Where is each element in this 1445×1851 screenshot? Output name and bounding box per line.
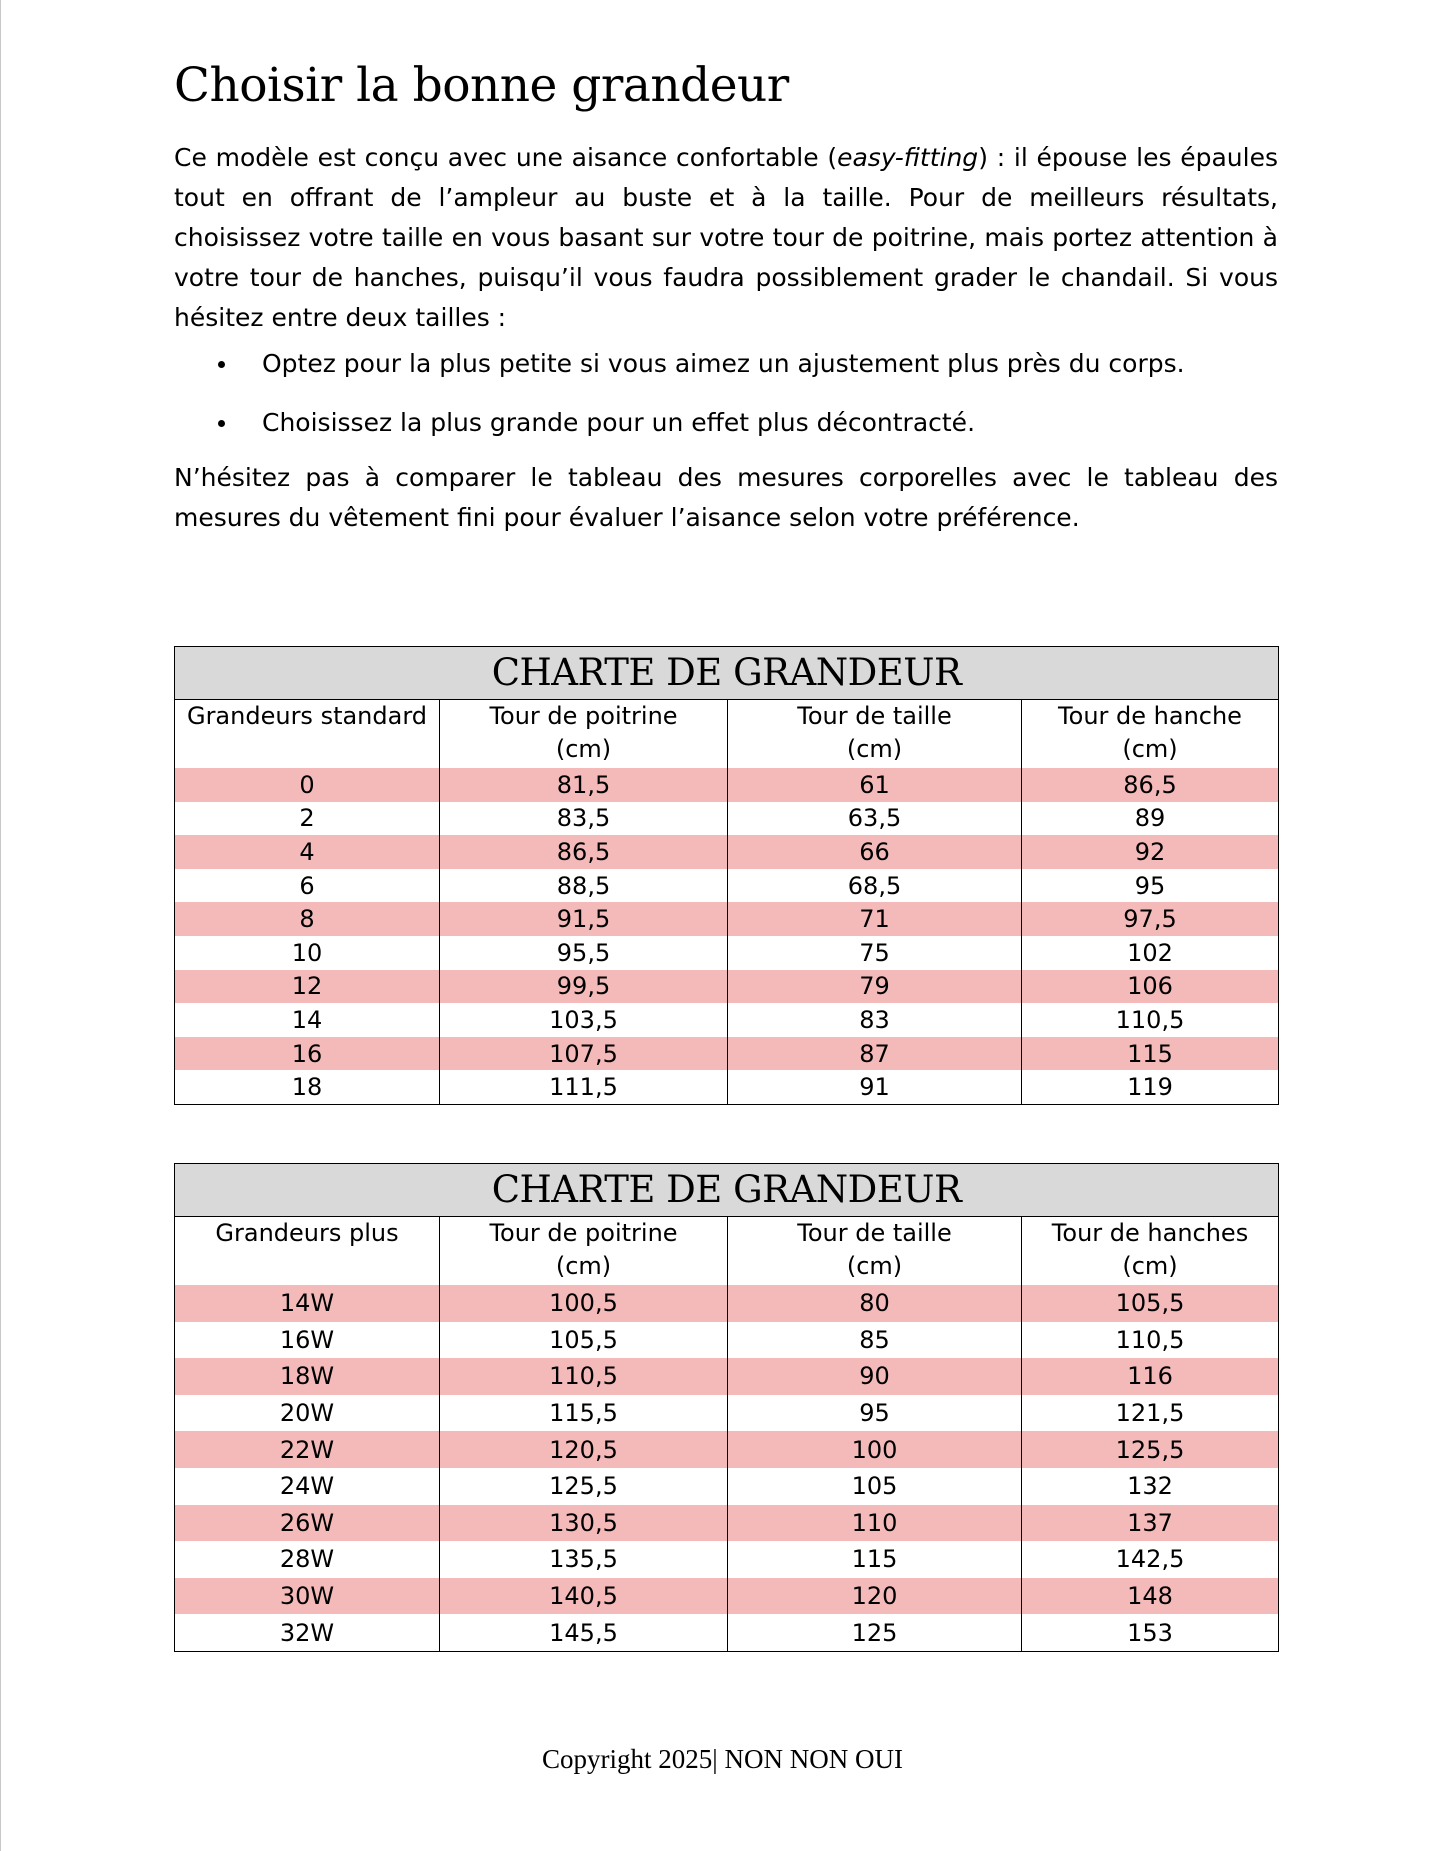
- table-cell: 79: [728, 970, 1022, 1004]
- table-cell: 86,5: [1022, 768, 1279, 802]
- table-row: [175, 1431, 1279, 1468]
- bullet-dot-icon: [218, 361, 225, 368]
- table-cell: 116: [1022, 1358, 1279, 1395]
- table-cell: 90: [728, 1358, 1022, 1395]
- table-cell: 121,5: [1022, 1395, 1279, 1432]
- table-row: [175, 1037, 1279, 1071]
- column-header-label: Tour de poitrine: [489, 702, 678, 730]
- table-cell: 111,5: [440, 1070, 728, 1104]
- bullet-text: Choisissez la plus grande pour un effet plus décontracté.: [262, 408, 976, 437]
- column-header: [440, 1217, 728, 1286]
- table-cell: 91,5: [440, 902, 728, 936]
- table-cell: 92: [1022, 835, 1279, 869]
- table-cell: 83,5: [440, 802, 728, 836]
- table-cell: 120: [728, 1578, 1022, 1615]
- table-cell: 115,5: [440, 1395, 728, 1432]
- table-row: [175, 1614, 1279, 1651]
- table-cell: 110,5: [1022, 1322, 1279, 1359]
- table-row: [175, 1003, 1279, 1037]
- table-cell: 18W: [175, 1358, 440, 1395]
- table-cell: 26W: [175, 1505, 440, 1542]
- table-cell: 68,5: [728, 869, 1022, 903]
- table-cell: 16: [175, 1037, 440, 1071]
- bullet-item: [174, 344, 1278, 384]
- table-cell: 105,5: [1022, 1285, 1279, 1322]
- intro-emphasis: easy-fitting: [837, 143, 979, 172]
- table-cell: 148: [1022, 1578, 1279, 1615]
- table-row: [175, 869, 1279, 903]
- table-cell: 137: [1022, 1505, 1279, 1542]
- page-title: Choisir la bonne grandeur: [174, 58, 789, 113]
- table-cell: 86,5: [440, 835, 728, 869]
- table-row: [175, 835, 1279, 869]
- table-row: [175, 1541, 1279, 1578]
- column-header-label: Tour de hanche: [1058, 702, 1242, 730]
- table-cell: 97,5: [1022, 902, 1279, 936]
- table-cell: 120,5: [440, 1431, 728, 1468]
- table-cell: 4: [175, 835, 440, 869]
- table-row: [175, 936, 1279, 970]
- table-cell: 103,5: [440, 1003, 728, 1037]
- table-cell: 110: [728, 1505, 1022, 1542]
- table-cell: 14W: [175, 1285, 440, 1322]
- table-cell: 115: [728, 1541, 1022, 1578]
- column-header: [728, 700, 1022, 769]
- table-cell: 125,5: [1022, 1431, 1279, 1468]
- table-cell: 110,5: [1022, 1003, 1279, 1037]
- table-row: [175, 1322, 1279, 1359]
- table-cell: 61: [728, 768, 1022, 802]
- table-row: [175, 1070, 1279, 1104]
- size-chart-plus: [174, 1163, 1279, 1652]
- table-header-row: [175, 700, 1279, 769]
- table-cell: 107,5: [440, 1037, 728, 1071]
- table-cell: 20W: [175, 1395, 440, 1432]
- column-header-label: Tour de poitrine: [489, 1219, 678, 1247]
- bullet-list: [174, 344, 1278, 443]
- table-cell: 142,5: [1022, 1541, 1279, 1578]
- table-cell: 85: [728, 1322, 1022, 1359]
- table-cell: 16W: [175, 1322, 440, 1359]
- table-cell: 95,5: [440, 936, 728, 970]
- column-header-label: Grandeurs standard: [186, 702, 428, 730]
- table-row: [175, 970, 1279, 1004]
- table-cell: 106: [1022, 970, 1279, 1004]
- column-header-unit: (cm): [555, 735, 612, 763]
- table-cell: 80: [728, 1285, 1022, 1322]
- table-row: [175, 902, 1279, 936]
- table-cell: 30W: [175, 1578, 440, 1615]
- table-cell: 145,5: [440, 1614, 728, 1651]
- table-row: [175, 1395, 1279, 1432]
- column-header: [1022, 700, 1279, 769]
- bullet-text: Optez pour la plus petite si vous aimez un ajustement plus près du corps.: [262, 349, 1185, 378]
- table-cell: 75: [728, 936, 1022, 970]
- table-cell: 83: [728, 1003, 1022, 1037]
- table-title: CHARTE DE GRANDEUR: [175, 647, 1279, 700]
- table-cell: 24W: [175, 1468, 440, 1505]
- intro-text-before: Ce modèle est conçu avec une aisance confortable (: [174, 143, 838, 172]
- table-row: [175, 802, 1279, 836]
- table-cell: 18: [175, 1070, 440, 1104]
- table-row: [175, 1505, 1279, 1542]
- table-cell: 100: [728, 1431, 1022, 1468]
- document-body: [174, 58, 1278, 538]
- bullet-item: [174, 403, 1278, 443]
- outro-paragraph: N’hésitez pas à comparer le tableau des mesures corporelles avec le tableau des mesures du vêtement fini pour évaluer l’aisance selon votre préférence.: [174, 463, 1278, 532]
- table-title: CHARTE DE GRANDEUR: [175, 1164, 1279, 1217]
- table-cell: 105: [728, 1468, 1022, 1505]
- column-header-unit: (cm): [846, 735, 903, 763]
- table-row: [175, 768, 1279, 802]
- table-cell: 132: [1022, 1468, 1279, 1505]
- table-cell: 6: [175, 869, 440, 903]
- column-header: [728, 1217, 1022, 1286]
- table-cell: 135,5: [440, 1541, 728, 1578]
- intro-paragraph: [174, 138, 1278, 338]
- column-header-unit: (cm): [846, 1252, 903, 1280]
- table-cell: 100,5: [440, 1285, 728, 1322]
- table-cell: 71: [728, 902, 1022, 936]
- table-cell: 87: [728, 1037, 1022, 1071]
- table-cell: 95: [728, 1395, 1022, 1432]
- table-cell: 91: [728, 1070, 1022, 1104]
- column-header-unit: (cm): [1122, 735, 1178, 763]
- table-cell: 28W: [175, 1541, 440, 1578]
- column-header: [175, 1217, 440, 1286]
- table-row: [175, 1285, 1279, 1322]
- bullet-dot-icon: [218, 420, 225, 427]
- size-chart-standard: [174, 646, 1279, 1105]
- table-cell: 10: [175, 936, 440, 970]
- column-header: [1022, 1217, 1279, 1286]
- column-header-label: Tour de taille: [797, 702, 952, 730]
- table-row: [175, 1468, 1279, 1505]
- table-cell: 119: [1022, 1070, 1279, 1104]
- table-cell: 89: [1022, 802, 1279, 836]
- table-cell: 153: [1022, 1614, 1279, 1651]
- column-header: [440, 700, 728, 769]
- table-cell: 88,5: [440, 869, 728, 903]
- table-cell: 0: [175, 768, 440, 802]
- copyright-footer: Copyright 2025| NON NON OUI: [542, 1744, 903, 1774]
- table-header-row: [175, 1217, 1279, 1286]
- table-row: [175, 1358, 1279, 1395]
- table-cell: 66: [728, 835, 1022, 869]
- table-cell: 105,5: [440, 1322, 728, 1359]
- column-header-unit: (cm): [555, 1252, 612, 1280]
- intro-text-after: ) : il épouse les épaules tout en offrant de l’ampleur au buste et à la taille. Pour de meilleurs résultats, choisissez votre taille en vous basant sur votre tour de poitrine, mais portez attention à votre tour de hanches, puisqu’il vous faudra possiblement grader le chandail. Si vous hésitez entre deux tailles :: [174, 143, 1279, 332]
- table-row: [175, 1578, 1279, 1615]
- table-cell: 81,5: [440, 768, 728, 802]
- column-header-label: Grandeurs plus: [215, 1219, 399, 1247]
- table-cell: 125,5: [440, 1468, 728, 1505]
- page-edge: [0, 0, 1, 1851]
- table-cell: 8: [175, 902, 440, 936]
- column-header-label: Tour de hanches: [1051, 1219, 1249, 1247]
- table-cell: 12: [175, 970, 440, 1004]
- column-header-label: Tour de taille: [797, 1219, 952, 1247]
- table-cell: 22W: [175, 1431, 440, 1468]
- table-cell: 32W: [175, 1614, 440, 1651]
- table-cell: 115: [1022, 1037, 1279, 1071]
- table-cell: 110,5: [440, 1358, 728, 1395]
- table-cell: 125: [728, 1614, 1022, 1651]
- table-cell: 99,5: [440, 970, 728, 1004]
- table-cell: 140,5: [440, 1578, 728, 1615]
- table-cell: 130,5: [440, 1505, 728, 1542]
- table-cell: 102: [1022, 936, 1279, 970]
- table-cell: 63,5: [728, 802, 1022, 836]
- column-header: [175, 700, 440, 769]
- column-header-unit: (cm): [1122, 1252, 1178, 1280]
- table-cell: 2: [175, 802, 440, 836]
- table-cell: 95: [1022, 869, 1279, 903]
- table-cell: 14: [175, 1003, 440, 1037]
